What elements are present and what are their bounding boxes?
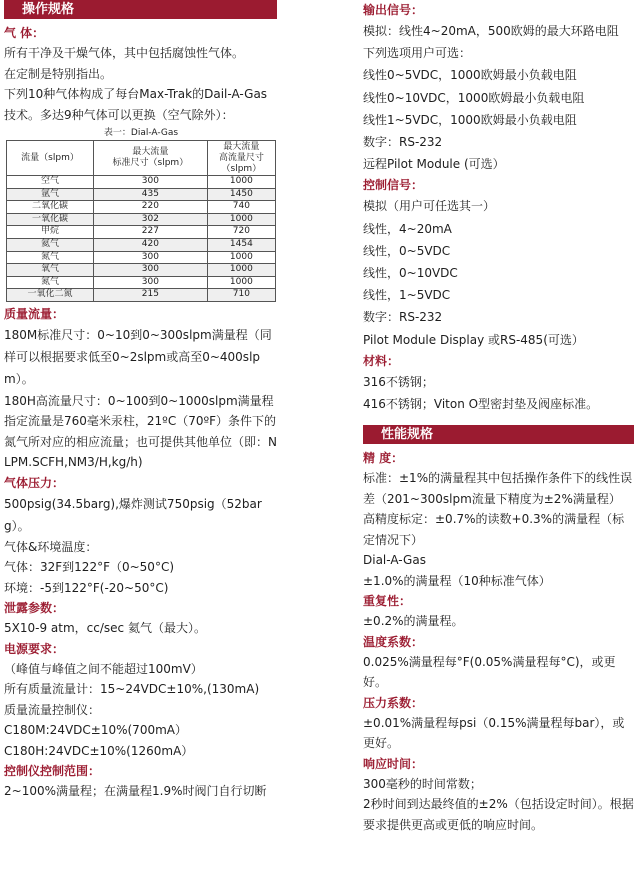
table-row: [7, 289, 276, 302]
power-text: C180H:24VDC±10%(1260mA）: [4, 743, 194, 758]
table-cell: 1454: [207, 238, 275, 251]
table-cell: 氮气: [7, 251, 94, 264]
table-cell: 740: [207, 201, 275, 214]
control-signal-text: 模拟（用户可任选其一）: [363, 199, 496, 214]
response-time-text: 2秒时间到达最终值的±2%（包括设定时间）。根据要求提供更高或更低的响应时间。: [363, 797, 634, 832]
accuracy-text: ±1.0%的满量程（10种标准气体）: [363, 573, 551, 588]
pressure-coefficient-text: ±0.01%满量程每psi（0.15%满量程每bar），或更好。: [363, 715, 625, 751]
table-row: [7, 264, 276, 277]
table-cell: 空气: [7, 176, 94, 189]
table-cell: 氦气: [7, 238, 94, 251]
power-text: 质量流量控制仪：: [4, 702, 101, 717]
accuracy-text: Dial-A-Gas: [363, 553, 426, 568]
material-title: 材料：: [363, 353, 400, 368]
control-signal-text: 数字：RS-232: [363, 310, 443, 325]
section-bar-operating-specs: [4, 0, 277, 19]
control-range-text: 2~100%满量程；在满量程1.9%时阀门自行切断: [4, 784, 267, 799]
control-signal-text: 线性，0~5VDC: [363, 243, 451, 258]
table-row: [7, 276, 276, 289]
table-cell: 一氧化二氮: [7, 289, 94, 302]
table-cell: 300: [94, 276, 208, 289]
output-text: 模拟：线性4~20mA，500欧姆的最大环路电阻: [363, 24, 619, 38]
output-text: 远程Pilot Module (可选）: [363, 157, 505, 172]
power-text: C180M:24VDC±10%(700mA）: [4, 723, 187, 738]
control-range-title: 控制仪控制范围：: [4, 764, 101, 779]
gas-text: 所有干净及干燥气体，其中包括腐蚀性气体。: [4, 46, 245, 60]
output-text: 下列选项用户可选：: [363, 46, 472, 61]
table-cell: 甲烷: [7, 226, 94, 239]
section-title: 性能规格: [381, 427, 434, 443]
pressure-text: 500psig(34.5barg),爆炸测试750psig（52barg）。: [4, 496, 262, 533]
output-text: 数字：RS-232: [363, 135, 443, 150]
table-cell: 二氧化碳: [7, 201, 94, 214]
table-cell: 300: [94, 176, 208, 189]
control-signal-text: 线性，4~20mA: [363, 221, 452, 236]
material-text: 316不锈钢；: [363, 374, 434, 389]
section-bar-performance-specs: [363, 425, 634, 444]
gas-title: 气 体：: [4, 26, 45, 40]
accuracy-text: 标准：±1%的满量程其中包括操作条件下的线性误差（201~300slpm流量下精度为±2%满量程）: [363, 471, 633, 506]
mass-flow-text: 180H高流量尺寸：0~100到0~1000slpm满量程指定流量是760毫米汞柱，21ºC（70ºF）条件下的氮气所对应的相应流量；也可提供其他单位（即：NLPM.SCFH,NM3/H,kg/h): [4, 393, 277, 470]
table-cell: 302: [94, 213, 208, 226]
table-row: [7, 176, 276, 189]
table-cell: 720: [207, 226, 275, 239]
output-text: 线性0~5VDC，1000欧姆最小负载电阻: [363, 68, 577, 83]
table-cell: 氮气: [7, 276, 94, 289]
table-row: [7, 201, 276, 214]
pressure-title: 气体压力：: [4, 475, 65, 490]
response-time-text: 300毫秒的时间常数；: [363, 776, 482, 791]
temp-coefficient-title: 温度系数：: [363, 634, 424, 649]
table-caption: 表一：Dial-A-Gas: [103, 128, 179, 138]
table-cell: 435: [94, 188, 208, 201]
output-text: 线性0~10VDC，1000欧姆最小负载电阻: [363, 90, 585, 105]
table-cell: 1000: [207, 176, 275, 189]
table-cell: 420: [94, 238, 208, 251]
mass-flow-title: 质量流量：: [4, 306, 65, 321]
table-cell: 227: [94, 226, 208, 239]
output-text: 线性1~5VDC，1000欧姆最小负载电阻: [363, 112, 577, 127]
response-time-title: 响应时间：: [363, 756, 424, 771]
temp-gas: 气体：32F到122°F（0~50°C): [4, 560, 174, 575]
repeatability-text: ±0.2%的满量程。: [363, 614, 464, 629]
mass-flow-text: 180M标准尺寸：0~10到0~300slpm满量程（同样可以根据要求低至0~2slpm或高至0~400slpm）。: [4, 327, 272, 387]
power-text: （峰值与峰值之间不能超过100mV）: [4, 661, 203, 676]
table-cell: 氧气: [7, 264, 94, 277]
table-cell: 300: [94, 251, 208, 264]
table-row: [7, 251, 276, 264]
material-text: 416不锈钢；Viton O型密封垫及阀座标准。: [363, 397, 599, 412]
dial-a-gas-table: [6, 127, 276, 302]
control-signal-text: Pilot Module Display 或RS-485(可选）: [363, 332, 584, 347]
gas-text: 下列10种气体构成了每台Max-Trak的Dail-A-Gas技术。多达9种气体可以更换（空气除外）：: [4, 87, 268, 122]
table-cell: 1000: [207, 276, 275, 289]
control-signal-text: 线性，1~5VDC: [363, 288, 451, 303]
table-cell: 1000: [207, 251, 275, 264]
control-signal-title: 控制信号：: [363, 178, 424, 193]
table-row: [7, 238, 276, 251]
table-cell: 1000: [207, 213, 275, 226]
table-header: 最大流量 标准尺寸（slpm）: [94, 141, 208, 176]
repeatability-title: 重复性：: [363, 594, 412, 609]
table-cell: 一氧化碳: [7, 213, 94, 226]
gas-text: 在定制是特别指出。: [4, 66, 113, 81]
output-title: 输出信号：: [363, 3, 424, 17]
power-title: 电源要求：: [4, 641, 65, 656]
temp-heading: 气体&环境温度：: [4, 539, 98, 554]
leak-text: 5X10-9 atm，cc/sec 氦气（最大）。: [4, 621, 206, 636]
temp-env: 环境：-5到122°F(-20~50°C): [4, 580, 169, 595]
accuracy-title: 精 度：: [363, 451, 404, 466]
power-text: 所有质量流量计：15~24VDC±10%,(130mA): [4, 682, 260, 697]
leak-title: 泄露参数：: [4, 601, 65, 616]
accuracy-text: 高精度标定：±0.7%的读数+0.3%的满量程（标定情况下）: [363, 512, 625, 547]
left-column: [4, 0, 277, 802]
table-cell: 氩气: [7, 188, 94, 201]
table-row: [7, 188, 276, 201]
table-cell: 1000: [207, 264, 275, 277]
table-cell: 215: [94, 289, 208, 302]
control-signal-text: 线性，0~10VDC: [363, 266, 458, 281]
table-header: 流量（slpm）: [7, 141, 94, 176]
table-header: 最大流量 高流量尺寸 （slpm）: [207, 141, 275, 176]
table-row: [7, 213, 276, 226]
right-column: [363, 0, 634, 835]
pressure-coefficient-title: 压力系数：: [363, 695, 424, 710]
table-cell: 300: [94, 264, 208, 277]
table-cell: 1450: [207, 188, 275, 201]
table-row: [7, 226, 276, 239]
section-title: 操作规格: [22, 2, 75, 17]
temp-coefficient-text: 0.025%满量程每°F(0.05%满量程每°C)，或更好。: [363, 654, 616, 690]
table-cell: 220: [94, 201, 208, 214]
table-cell: 710: [207, 289, 275, 302]
